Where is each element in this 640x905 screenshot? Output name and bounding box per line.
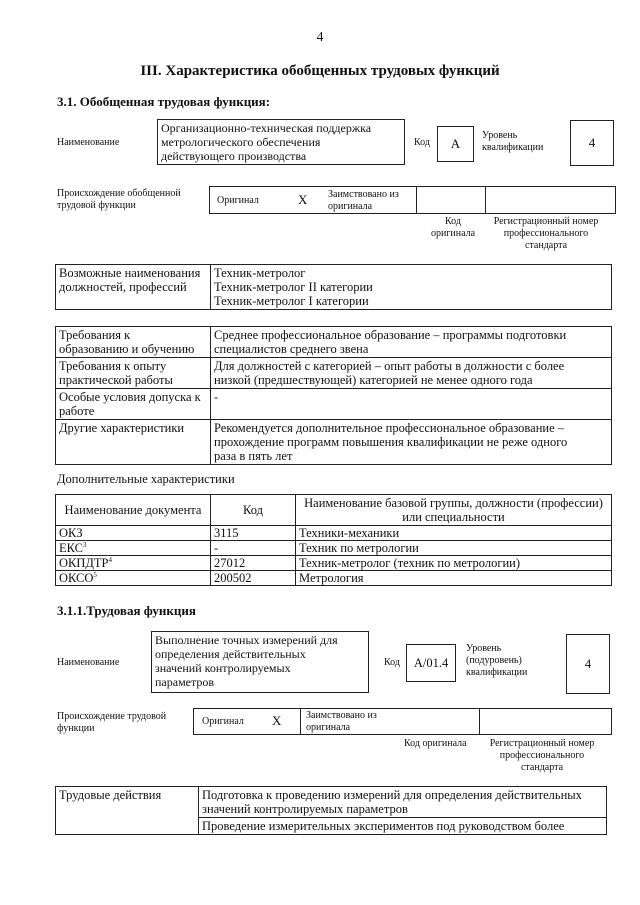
caption-line: стандарта bbox=[520, 762, 564, 773]
tf-borrowed-label-line: оригинала bbox=[306, 722, 351, 733]
action-line: Проведение измерительных экспериментов под руководством более bbox=[202, 819, 565, 833]
header-document: Наименование документа bbox=[56, 495, 211, 526]
doc-cell bbox=[56, 541, 211, 556]
requirements-table bbox=[55, 326, 612, 465]
tf-origin-label-line: Происхождение трудовой bbox=[57, 711, 167, 722]
footnote-ref: 3 bbox=[83, 540, 87, 549]
tf-code-original-caption: Код оригинала bbox=[404, 738, 467, 749]
requirement-label bbox=[56, 420, 211, 465]
gtf-reg-number-caption bbox=[487, 216, 605, 252]
doc-cell bbox=[56, 571, 211, 586]
value-line: низкой (предшествующей) категорией не менее одного года bbox=[214, 373, 533, 387]
requirement-value bbox=[211, 327, 612, 358]
name-cell: Техники-механики bbox=[296, 526, 612, 541]
footnote-ref: 4 bbox=[108, 555, 113, 564]
gtf-origin-label-line: трудовой функции bbox=[57, 200, 136, 211]
positions-label bbox=[56, 265, 211, 310]
value-line: раза в пять лет bbox=[214, 449, 293, 463]
gtf-name-box bbox=[157, 119, 405, 165]
table-row bbox=[56, 541, 612, 556]
gtf-level-label-line: Уровень bbox=[482, 130, 518, 141]
gtf-origin-label bbox=[57, 188, 181, 212]
caption-line: Регистрационный номер bbox=[489, 738, 595, 749]
gtf-origin-label-line: Происхождение обобщенной bbox=[57, 188, 181, 199]
label-line: Особые условия допуска к bbox=[59, 390, 201, 404]
tf-origin-label bbox=[57, 711, 166, 735]
section-title: III. Характеристика обобщенных трудовых функций bbox=[140, 63, 500, 79]
tf-borrowed-label bbox=[306, 710, 377, 734]
gtf-name-line: действующего производства bbox=[161, 149, 307, 163]
table-header-row bbox=[56, 495, 612, 526]
value-line: Рекомендуется дополнительное профессиональное образование – bbox=[214, 421, 565, 435]
tf-level-label-line: (подуровень) bbox=[466, 655, 522, 666]
tf-code-value: A/01.4 bbox=[406, 644, 456, 682]
tf-name-line: Выполнение точных измерений для bbox=[155, 633, 338, 647]
tf-level-label bbox=[466, 643, 527, 679]
page-number: 4 bbox=[316, 30, 324, 45]
tf-name-line: определения действительных bbox=[155, 647, 306, 661]
positions-table bbox=[55, 264, 612, 310]
gtf-name-line: метрологического обеспечения bbox=[161, 135, 321, 149]
table-row bbox=[56, 556, 612, 571]
caption-line: Код bbox=[445, 216, 461, 227]
name-cell: Техник по метрологии bbox=[296, 541, 612, 556]
tf-name-line: значений контролируемых bbox=[155, 661, 291, 675]
code-cell: 200502 bbox=[211, 571, 296, 586]
additional-title: Дополнительные характеристики bbox=[57, 472, 235, 486]
position-item: Техник-метролог bbox=[214, 266, 306, 280]
doc-cell bbox=[56, 556, 211, 571]
code-cell: 3115 bbox=[211, 526, 296, 541]
tf-level-value: 4 bbox=[566, 634, 610, 694]
tf-level-label-line: квалификации bbox=[466, 667, 528, 678]
tf-level-label-line: Уровень bbox=[466, 643, 502, 654]
positions-label-line: должностей, профессий bbox=[59, 280, 187, 294]
gtf-borrowed-label-line: оригинала bbox=[328, 201, 373, 212]
tf-code-label: Код bbox=[384, 657, 400, 668]
doc-cell bbox=[56, 526, 211, 541]
value-line: специалистов среднего звена bbox=[214, 342, 369, 356]
action-item bbox=[199, 818, 607, 835]
header-code: Код bbox=[211, 495, 296, 526]
tf-origin-divider bbox=[300, 709, 301, 734]
caption-line: профессионального bbox=[503, 228, 589, 239]
label-line: Другие характеристики bbox=[59, 421, 185, 435]
requirement-label bbox=[56, 389, 211, 420]
tf-name-box bbox=[151, 631, 369, 693]
tf-original-mark: X bbox=[272, 713, 282, 728]
label-line: работе bbox=[59, 404, 95, 418]
gtf-original-label: Оригинал bbox=[217, 195, 259, 206]
code-cell: - bbox=[211, 541, 296, 556]
table-row bbox=[56, 358, 612, 389]
label-line: образованию и обучению bbox=[59, 342, 195, 356]
header-group-name: Наименование базовой группы, должности (профессии) или специальности bbox=[296, 495, 612, 526]
value-line: прохождение программ повышения квалификации не реже одного bbox=[214, 435, 568, 449]
doc-name: ОКСО bbox=[59, 571, 94, 585]
requirement-value bbox=[211, 420, 612, 465]
gtf-origin-divider bbox=[485, 187, 486, 213]
tf-name-label: Наименование bbox=[57, 657, 120, 668]
caption-line: оригинала bbox=[430, 228, 476, 239]
gtf-borrowed-label-line: Заимствовано из bbox=[328, 189, 399, 200]
subsection-title: 3.1. Обобщенная трудовая функция: bbox=[57, 94, 271, 109]
gtf-level-label-line: квалификации bbox=[482, 142, 544, 153]
position-item: Техник-метролог II категории bbox=[214, 280, 373, 294]
actions-table bbox=[55, 786, 607, 835]
table-row bbox=[56, 420, 612, 465]
caption-line: профессионального bbox=[499, 750, 585, 761]
label-line: практической работы bbox=[59, 373, 173, 387]
caption-line: стандарта bbox=[524, 240, 568, 251]
code-cell: 27012 bbox=[211, 556, 296, 571]
requirement-label bbox=[56, 327, 211, 358]
positions-values bbox=[211, 265, 612, 310]
table-row bbox=[56, 526, 612, 541]
gtf-code-original-caption bbox=[418, 216, 488, 240]
caption-line: Регистрационный номер bbox=[493, 216, 599, 227]
tf-borrowed-label-line: Заимствовано из bbox=[306, 710, 377, 721]
tf-reg-number-caption bbox=[483, 738, 601, 774]
label-line: Требования к опыту bbox=[59, 359, 167, 373]
gtf-origin-table bbox=[209, 186, 616, 214]
gtf-level-label bbox=[482, 130, 543, 154]
gtf-code-label: Код bbox=[414, 137, 430, 148]
additional-table bbox=[55, 494, 612, 586]
gtf-borrowed-label bbox=[328, 189, 399, 213]
action-item bbox=[199, 787, 607, 818]
requirement-value bbox=[211, 358, 612, 389]
actions-label: Трудовые действия bbox=[56, 787, 199, 835]
gtf-level-value: 4 bbox=[570, 120, 614, 166]
table-row bbox=[56, 327, 612, 358]
position-item: Техник-метролог I категории bbox=[214, 294, 369, 308]
tf-origin-label-line: функции bbox=[57, 723, 95, 734]
table-row bbox=[56, 389, 612, 420]
table-row bbox=[56, 571, 612, 586]
value-line: Среднее профессиональное образование – программы подготовки bbox=[214, 328, 567, 342]
gtf-code-value: A bbox=[437, 126, 474, 162]
action-line: Подготовка к проведению измерений для определения действительных bbox=[202, 788, 582, 802]
doc-name: ЕКС bbox=[59, 541, 83, 555]
tf-origin-divider bbox=[479, 709, 480, 734]
requirement-label bbox=[56, 358, 211, 389]
table-row bbox=[56, 787, 607, 818]
gtf-name-label: Наименование bbox=[57, 137, 120, 148]
positions-label-line: Возможные наименования bbox=[59, 266, 201, 280]
name-cell: Техник-метролог (техник по метрологии) bbox=[296, 556, 612, 571]
footnote-ref: 5 bbox=[93, 570, 97, 579]
value-line: - bbox=[214, 390, 219, 404]
name-cell: Метрология bbox=[296, 571, 612, 586]
action-line: значений контролируемых параметров bbox=[202, 802, 408, 816]
gtf-original-mark: X bbox=[298, 192, 308, 207]
value-line: Для должностей с категорией – опыт работы в должности с более bbox=[214, 359, 565, 373]
tf-name-line: параметров bbox=[155, 675, 215, 689]
doc-name: ОКПДТР bbox=[59, 556, 109, 570]
tf-title: 3.1.1.Трудовая функция bbox=[57, 603, 196, 618]
tf-original-label: Оригинал bbox=[202, 716, 244, 727]
gtf-name-line: Организационно-техническая поддержка bbox=[161, 121, 372, 135]
label-line: Требования к bbox=[59, 328, 131, 342]
gtf-origin-divider bbox=[416, 187, 417, 213]
doc-name: ОКЗ bbox=[59, 526, 83, 540]
tf-origin-table bbox=[193, 708, 612, 735]
requirement-value bbox=[211, 389, 612, 420]
